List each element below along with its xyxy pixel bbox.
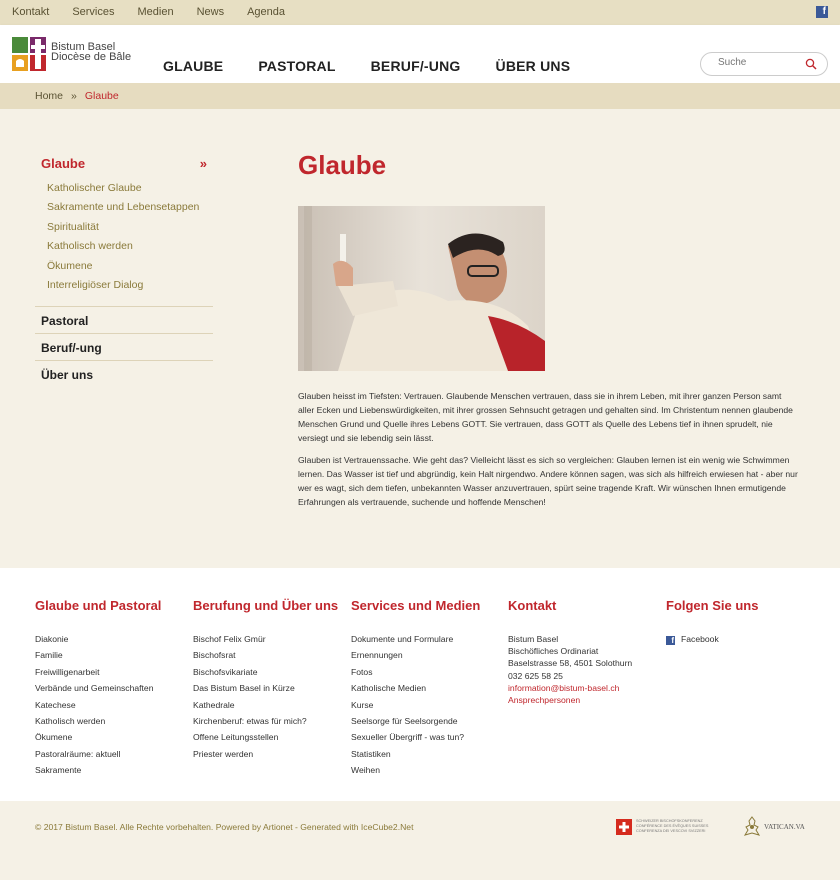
footer-link[interactable]: Kathedrale [193, 699, 235, 710]
contact-line: Bischöfliches Ordinariat [508, 646, 599, 657]
sidebar-item-label: Beruf/-ung [41, 341, 102, 356]
top-link-medien[interactable]: Medien [137, 6, 174, 18]
logo-line-1: Bistum Basel [51, 41, 116, 53]
sidebar-nav [35, 150, 213, 387]
sidebar-item-label: Über uns [41, 368, 94, 383]
diocese-logo-icon[interactable] [12, 37, 46, 71]
footer-heading: Services und Medien [351, 598, 481, 613]
nav-glaube[interactable]: GLAUBE [163, 58, 224, 74]
contact-persons-link[interactable]: Ansprechpersonen [508, 694, 581, 705]
footer-link[interactable]: Fotos [351, 666, 373, 677]
sidebar-item-ueber-uns[interactable] [35, 360, 213, 387]
breadcrumb-band [0, 83, 840, 109]
search-input[interactable] [718, 57, 798, 68]
sidebar-subitem-oekumene[interactable]: Ökumene [47, 259, 93, 272]
partner1-text [636, 819, 708, 834]
sidebar-subitem-katholisch-werden[interactable]: Katholisch werden [47, 240, 133, 253]
breadcrumb-home[interactable]: Home [35, 90, 64, 102]
footer-facebook-label: Facebook [681, 634, 719, 644]
footer-link[interactable]: Bischof Felix Gmür [193, 634, 266, 644]
page-title: Glaube [298, 150, 387, 180]
footer-link[interactable]: Dokumente und Formulare [351, 634, 454, 644]
breadcrumb-separator: » [71, 90, 77, 102]
sidebar-item-label: Pastoral [41, 314, 89, 329]
footer-link[interactable]: Sexueller Übergriff - was tun? [351, 732, 465, 743]
sidebar-subitem-sakramente[interactable]: Sakramente und Lebensetappen [47, 201, 200, 214]
top-link-news[interactable]: News [196, 6, 225, 18]
footer-link[interactable]: Katechese [35, 699, 76, 710]
logo-text[interactable] [51, 42, 131, 62]
sidebar-item-beruf[interactable] [35, 333, 213, 360]
top-links [12, 6, 308, 18]
footer-col-berufung [193, 598, 338, 765]
footer-col-services [351, 598, 480, 782]
footer-link[interactable]: Katholische Medien [351, 683, 427, 694]
sidebar-subitem-spiritualitaet[interactable]: Spiritualität [47, 220, 99, 233]
footer-link[interactable]: Katholisch werden [35, 715, 106, 726]
hero-photo [298, 206, 545, 371]
breadcrumb-current: Glaube [84, 90, 119, 102]
partner1-line: SCHWEIZER BISCHOFSKONFERENZ [636, 819, 703, 823]
nav-ueber-uns[interactable]: ÜBER UNS [495, 58, 571, 74]
logo-line-2: Diocèse de Bâle [51, 51, 132, 63]
top-link-agenda[interactable]: Agenda [247, 6, 286, 18]
contact-email-link[interactable]: information@bistum-basel.ch [508, 682, 620, 693]
site-header [0, 25, 840, 83]
partner1-line: CONFERENZA DEI VESCOVI SVIZZERI [636, 829, 706, 833]
footer-link[interactable]: Kirchenberuf: etwas für mich? [193, 715, 307, 726]
contact-line: Baselstrasse 58, 4501 Solothurn [508, 658, 633, 669]
contact-line: 032 625 58 25 [508, 670, 563, 681]
facebook-icon[interactable]: f [816, 6, 828, 18]
footer-link[interactable]: Pastoralräume: aktuell [35, 748, 121, 759]
footer-heading: Kontakt [508, 598, 557, 613]
footer-link[interactable]: Statistiken [351, 748, 391, 759]
intro-paragraph-2: Glauben ist Vertrauenssache. Wie geht das? Vielleicht lässt es sich so vergleichen: Glauben lernen ist ein wenig wie Schwimmen lernen. Das Wasser ist tief und abgründig, kein Halt nirgendwo. Andere können sagen, was sich als hilfreich erwiesen hat - aber nur wer es wagt, sich dem tiefen, unbekannten Wasser anzuvertrauen, spürt seine tragende Kraft. Wir wünschen Ihnen ermutigende Erfahrungen als vertrauende, suchende und hoffende Menschen! [298, 455, 798, 507]
footer-link[interactable]: Ökumene [35, 732, 73, 743]
sidebar-subitem-interreligioeser-dialog[interactable]: Interreligiöser Dialog [47, 278, 144, 291]
sidebar-active-label: Glaube [41, 156, 86, 171]
footer-link[interactable]: Seelsorge für Seelsorgende [351, 715, 458, 726]
footer-heading: Glaube und Pastoral [35, 598, 162, 613]
top-link-services[interactable]: Services [72, 6, 115, 18]
footer-heading: Folgen Sie uns [666, 598, 759, 613]
footer-link[interactable]: Sakramente [35, 765, 82, 776]
contact-line: Bistum Basel [508, 634, 559, 644]
sidebar-item-pastoral[interactable] [35, 306, 213, 333]
footer-link[interactable]: Ernennungen [351, 650, 403, 661]
facebook-icon: f [666, 636, 675, 645]
footer-link[interactable]: Weihen [351, 765, 380, 776]
top-link-kontakt[interactable]: Kontakt [12, 6, 50, 18]
search-box [700, 52, 828, 76]
footer-facebook-link[interactable] [666, 634, 758, 650]
chevron-right-icon: » [199, 156, 207, 171]
footer-heading: Berufung und Über uns [193, 598, 339, 613]
top-utility-bar [0, 0, 840, 25]
footer-link[interactable]: Familie [35, 650, 63, 661]
main-nav [163, 58, 605, 74]
site-footer [0, 568, 840, 801]
copyright: © 2017 Bistum Basel. Alle Rechte vorbehalten. Powered by Artionet - Generated with IceCube2.Net [35, 822, 414, 832]
footer-link[interactable]: Offene Leitungsstellen [193, 732, 279, 743]
swiss-cross-icon [616, 819, 632, 835]
sidebar-subitems [35, 176, 213, 306]
partner2-label: VATICAN.VA [764, 823, 805, 831]
search-icon[interactable] [805, 58, 817, 70]
nav-pastoral[interactable]: PASTORAL [258, 58, 336, 74]
vatican-emblem-icon [743, 816, 761, 838]
sidebar-subitem-katholischer-glaube[interactable]: Katholischer Glaube [47, 182, 142, 194]
footer-link[interactable]: Priester werden [193, 748, 254, 759]
partner-bischofskonferenz-link[interactable] [616, 818, 728, 836]
footer-link[interactable]: Diakonie [35, 634, 69, 644]
footer-link[interactable]: Verbände und Gemeinschaften [35, 683, 154, 694]
footer-link[interactable]: Bischofsrat [193, 650, 236, 661]
sidebar-item-glaube[interactable] [35, 150, 213, 176]
footer-col-glaube-pastoral [35, 598, 161, 782]
footer-link[interactable]: Das Bistum Basel in Kürze [193, 683, 295, 694]
footer-col-kontakt [508, 598, 632, 707]
footer-col-social [666, 598, 758, 650]
partner-vatican-link[interactable] [743, 816, 808, 838]
nav-beruf[interactable]: BERUF/-UNG [370, 58, 461, 74]
footer-link[interactable]: Bischofsvikariate [193, 666, 258, 677]
footer-link[interactable]: Kurse [351, 699, 374, 710]
breadcrumb [35, 90, 119, 102]
footer-link[interactable]: Freiwilligenarbeit [35, 666, 100, 677]
intro-paragraph-1: Glauben heisst im Tiefsten: Vertrauen. Glaubende Menschen vertrauen, dass sie in ihrem Leben, mit ihrer ganzen Person samt aller Ecken und Liebenswürdigkeiten, mit ihrer grossen Sehnsucht getragen und gehalten sind. Im Christentum nennen glaubende Menschen Grund und Quelle ihres Lebens GOTT. Sie vertrauen, dass GOTT als Quelle des Lebens tief in ihnen sprudelt, nie versiegt und sie lebendig sein lässt. [298, 391, 793, 443]
partner1-line: CONFÉRENCE DES ÉVÊQUES SUISSES [636, 824, 709, 828]
